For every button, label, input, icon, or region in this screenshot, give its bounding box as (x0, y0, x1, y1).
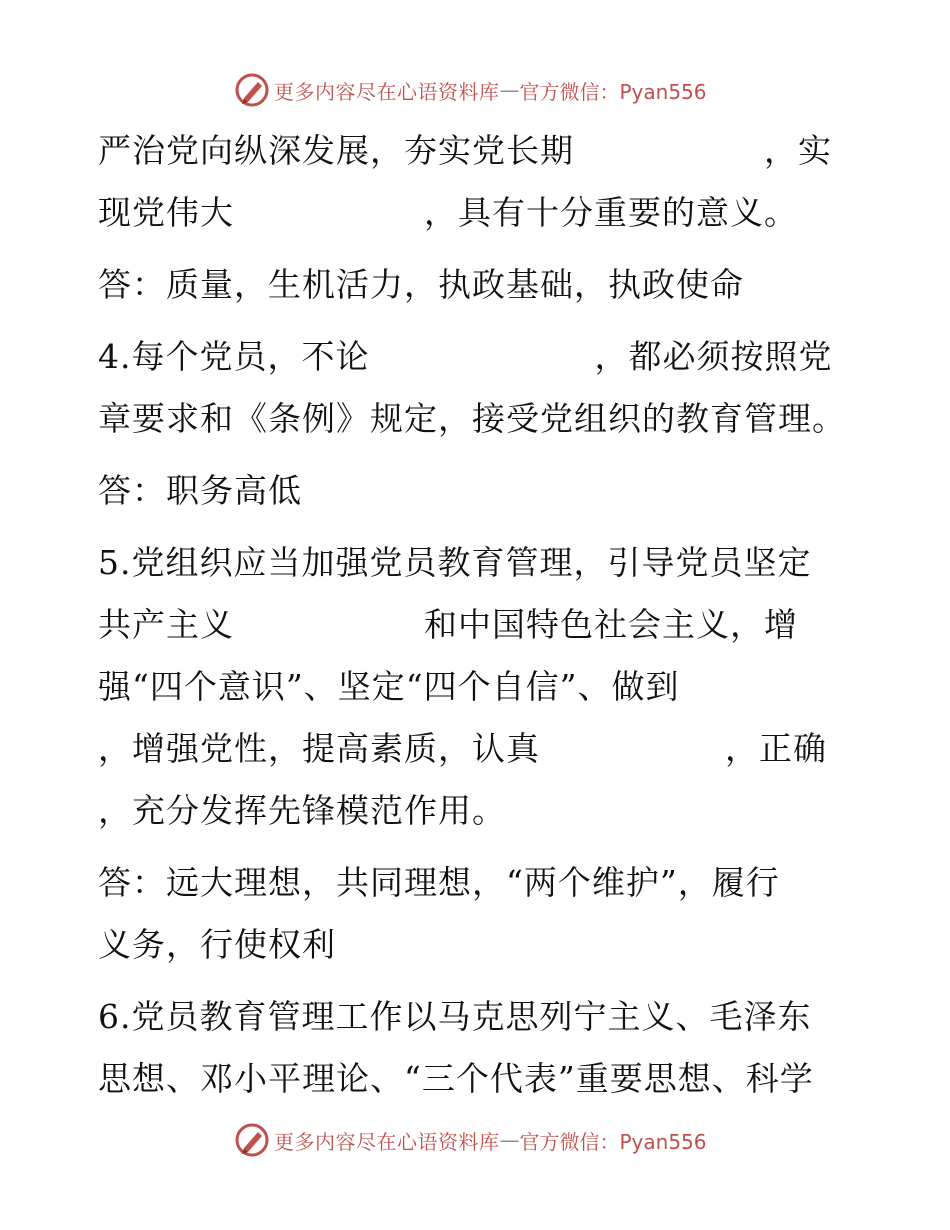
text-line (98, 182, 858, 244)
text-line: 强“四个意识”、坚定“四个自信”、做到 (98, 667, 680, 706)
text-segment: ，都必须按照党 (594, 337, 833, 376)
text-line (98, 120, 858, 182)
text-segment: 严治党向纵深发展，夯实党长期 (98, 131, 574, 170)
watermark-dash: — (499, 78, 520, 102)
text-segment: 和中国特色社会主义，增 (424, 605, 798, 644)
text-segment: 现党伟大 (98, 193, 234, 232)
text-line: 章要求和《条例》规定，接受党组织的教育管理。 (98, 399, 846, 438)
pen-logo-icon (234, 1122, 270, 1158)
watermark-dash: — (499, 1128, 520, 1152)
text-line (98, 718, 858, 780)
watermark-header (234, 70, 707, 110)
answer-line: 答：质量，生机活力，执政基础，执政使命 (98, 265, 744, 304)
question-line: 5.党组织应当加强党员教育管理，引导党员坚定 (98, 543, 812, 582)
question-line (98, 326, 858, 388)
text-segment: 共产主义 (98, 605, 234, 644)
answer-line: 答：职务高低 (98, 471, 302, 510)
watermark-main-text: 更多内容尽在心语资料库 (274, 1129, 500, 1154)
watermark-contact: 官方微信：Pyan556 (519, 79, 707, 104)
question-line: 6.党员教育管理工作以马克思列宁主义、毛泽东 (98, 997, 812, 1036)
watermark-footer (234, 1120, 707, 1160)
text-segment: ，增强党性，提高素质，认真 (98, 729, 540, 768)
text-segment: 4.每个党员，不论 (98, 337, 370, 376)
text-line (98, 594, 858, 656)
watermark-main-text: 更多内容尽在心语资料库 (274, 79, 500, 104)
text-segment: ，具有十分重要的意义。 (424, 193, 798, 232)
text-segment: ，正确 (725, 729, 827, 768)
pen-logo-icon (234, 72, 270, 108)
document-body (98, 120, 858, 1110)
watermark-contact: 官方微信：Pyan556 (519, 1129, 707, 1154)
answer-line: 答：远大理想，共同理想，“两个维护”，履行 (98, 863, 780, 902)
text-line: 思想、邓小平理论、“三个代表”重要思想、科学 (98, 1059, 814, 1098)
text-line: ，充分发挥先锋模范作用。 (98, 791, 506, 830)
answer-line: 义务，行使权利 (98, 925, 336, 964)
text-segment: ，实 (764, 131, 832, 170)
